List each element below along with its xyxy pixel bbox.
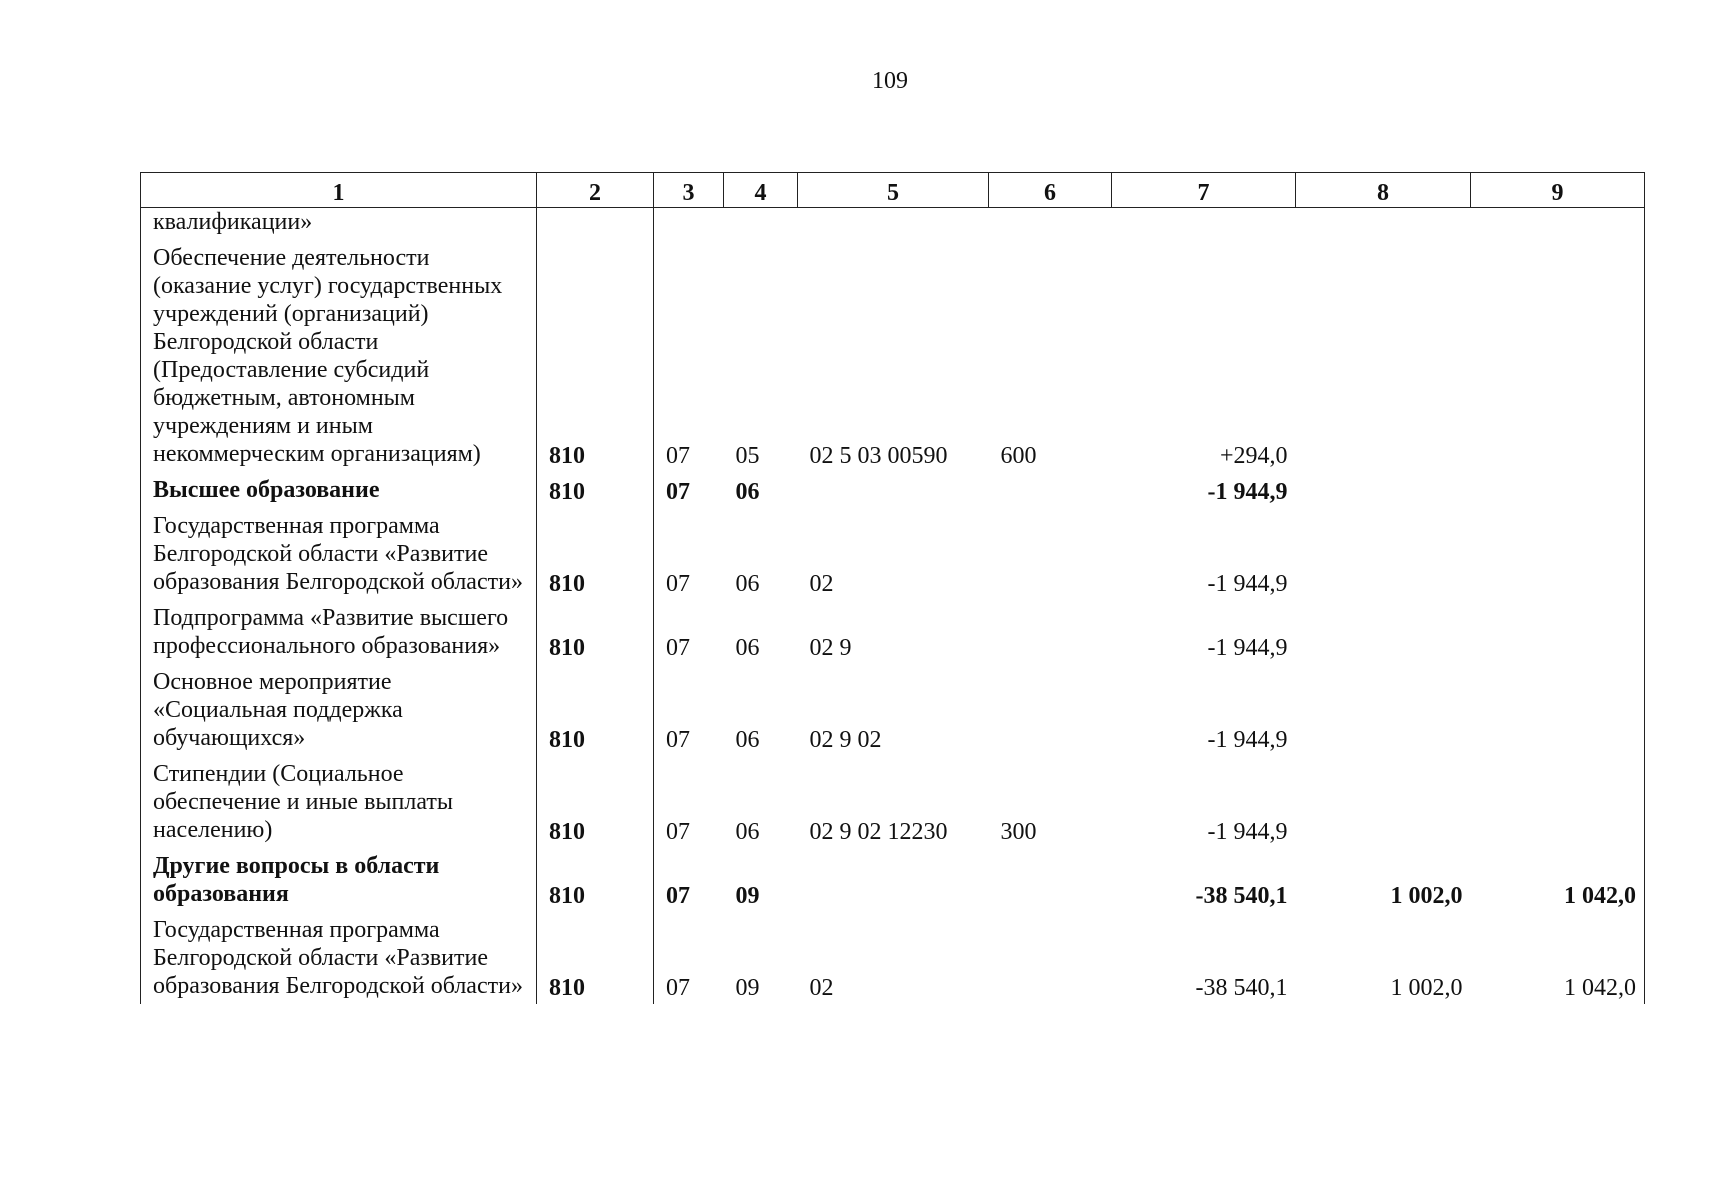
subsection-cell: 06 [735,819,760,845]
amount-cell [1112,208,1296,241]
table-row [141,208,1645,241]
row-name-cell: квалификации» [141,208,537,241]
amount-year2-cell [1296,208,1471,241]
table-row [141,848,1645,912]
target-article-cell: 02 [809,975,834,1001]
grbs-cell: 810 [537,600,654,664]
amount-year2-cell: 1 002,0 [1390,883,1463,909]
expense-type-cell [989,208,1112,241]
expense-type-cell [989,472,1112,508]
row-name-cell: Подпрограмма «Развитие высшего профессионального образования» [141,600,537,664]
column-header: 9 [1471,173,1645,208]
subsection-cell: 06 [735,479,760,505]
table-header [141,173,1645,208]
amount-cell: -1 944,9 [1207,727,1288,753]
grbs-cell: 810 [537,508,654,600]
target-article-cell: 02 9 02 12230 [809,819,948,845]
section-cell: 07 [666,975,690,1001]
table-row [141,600,1645,664]
page-number: 109 [872,68,908,94]
target-article-cell [798,208,989,241]
row-name-cell: Обеспечение деятельности (оказание услуг) государственных учреждений (организаций) Белгородской области (Предоставление субсидий бюджетным, автономным учреждениям и иным некоммерческим организациям) [141,240,537,472]
column-header: 6 [989,173,1112,208]
column-header: 1 [141,173,537,208]
row-name-cell: Основное мероприятие «Социальная поддержка обучающихся» [141,664,537,756]
amount-year2-cell [1296,240,1471,472]
section-cell: 07 [666,727,690,753]
amount-year2-cell [1296,756,1471,848]
column-header: 8 [1296,173,1471,208]
row-name-cell: Государственная программа Белгородской области «Развитие образования Белгородской области» [141,912,537,1004]
amount-cell: -1 944,9 [1207,635,1288,661]
subsection-cell: 06 [735,571,760,597]
section-cell: 07 [666,479,690,505]
column-header: 7 [1112,173,1296,208]
grbs-cell: 810 [537,240,654,472]
table-row [141,240,1645,472]
grbs-cell: 810 [537,472,654,508]
table-row [141,756,1645,848]
amount-cell: -1 944,9 [1207,571,1288,597]
amount-cell: +294,0 [1219,443,1288,469]
column-header: 2 [537,173,654,208]
section-cell: 07 [666,635,690,661]
amount-year2-cell [1296,664,1471,756]
row-name-cell: Другие вопросы в области образования [141,848,537,912]
subsection-cell: 06 [735,635,760,661]
amount-year3-cell [1471,508,1645,600]
amount-cell: -1 944,9 [1207,819,1288,845]
amount-year3-cell [1471,600,1645,664]
amount-year3-cell: 1 042,0 [1471,912,1645,1004]
subsection-cell: 06 [735,727,760,753]
column-header: 5 [798,173,989,208]
expense-type-cell [989,508,1112,600]
section-cell: 07 [666,883,690,909]
row-name-cell: Высшее образование [141,472,537,508]
grbs-cell: 810 [537,756,654,848]
amount-year2-cell [1296,472,1471,508]
amount-year3-cell [1471,208,1645,241]
amount-year3-cell [1471,240,1645,472]
amount-year3-cell [1471,664,1645,756]
target-article-cell [798,848,989,912]
row-name-cell: Государственная программа Белгородской области «Развитие образования Белгородской области» [141,508,537,600]
amount-year3-cell: 1 042,0 [1471,848,1645,912]
section-cell [654,208,724,241]
expense-type-cell [989,600,1112,664]
amount-cell: -38 540,1 [1195,883,1288,909]
target-article-cell [798,472,989,508]
amount-cell: -38 540,1 [1195,975,1288,1001]
grbs-cell: 810 [537,912,654,1004]
expense-type-cell: 600 [1000,443,1037,469]
expense-type-cell: 300 [1000,819,1037,845]
table-body [141,208,1645,1005]
header-row [141,173,1645,208]
subsection-cell [724,208,798,241]
amount-year2-cell [1296,508,1471,600]
row-name-cell: Стипендии (Социальное обеспечение и иные выплаты населению) [141,756,537,848]
section-cell: 07 [666,443,690,469]
column-header: 4 [724,173,798,208]
subsection-cell: 09 [735,883,760,909]
expense-type-cell [989,912,1112,1004]
target-article-cell: 02 5 03 00590 [809,443,948,469]
grbs-cell: 810 [537,664,654,756]
subsection-cell: 09 [735,975,760,1001]
table-row [141,508,1645,600]
section-cell: 07 [666,571,690,597]
table-row [141,664,1645,756]
target-article-cell: 02 9 02 [809,727,882,753]
grbs-cell [537,208,654,241]
section-cell: 07 [666,819,690,845]
subsection-cell: 05 [735,443,760,469]
target-article-cell: 02 9 [809,635,852,661]
expense-type-cell [989,664,1112,756]
amount-year3-cell [1471,756,1645,848]
target-article-cell: 02 [809,571,834,597]
amount-year2-cell: 1 002,0 [1390,975,1463,1001]
grbs-cell: 810 [537,848,654,912]
amount-cell: -1 944,9 [1207,479,1288,505]
table-row [141,912,1645,1004]
column-header: 3 [654,173,724,208]
budget-table [140,172,1645,1004]
amount-year3-cell [1471,472,1645,508]
expense-type-cell [989,848,1112,912]
table-row [141,472,1645,508]
amount-year2-cell [1296,600,1471,664]
